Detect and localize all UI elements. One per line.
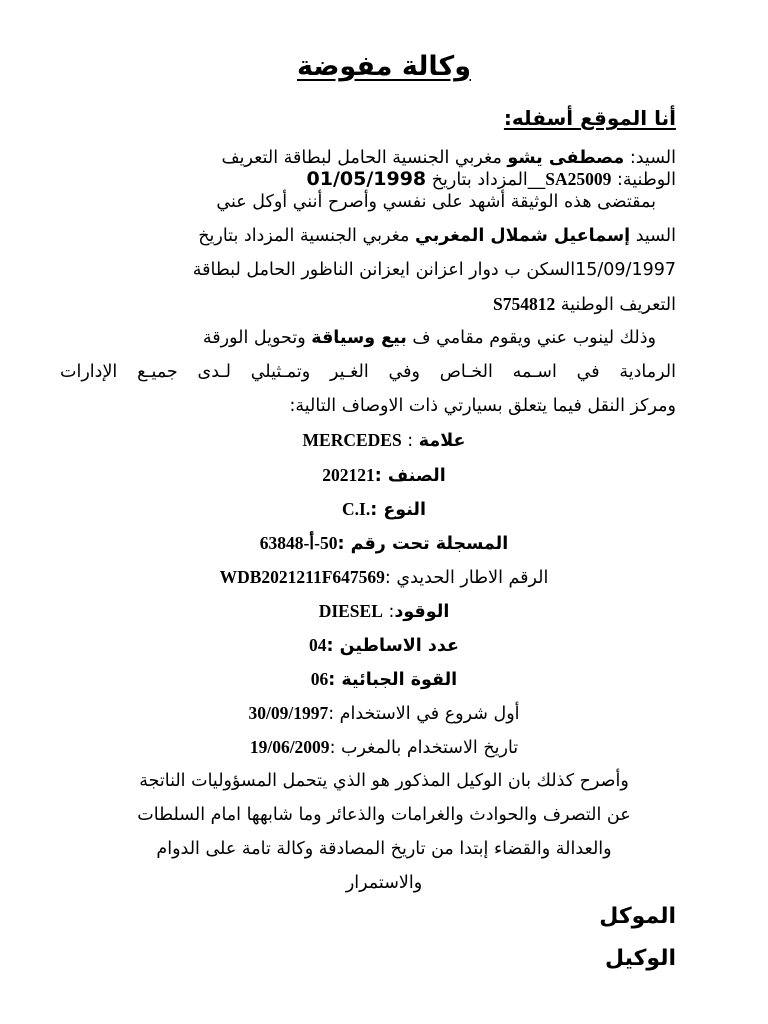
spec-value: 30/09/1997: [248, 703, 329, 723]
agent-signature-label: الوكيل: [604, 946, 676, 971]
p2-l2-text: السكن ب دوار اعزانن ايعزانن الناظور الحامل لبطاقة: [192, 260, 576, 280]
spec-separator: :: [370, 500, 384, 520]
spec-cylinders: [60, 633, 708, 658]
principal-signature-label: الموكل: [599, 904, 676, 929]
spec-value: 06: [310, 669, 329, 689]
spec-label: عدد الاساطين: [339, 636, 459, 656]
spec-separator: :: [328, 670, 342, 690]
spec-value: DIESEL: [318, 601, 383, 621]
agent-id: S754812: [492, 294, 556, 314]
p1-l2-pre: الوطنية:: [611, 170, 676, 190]
p2-line3: [60, 292, 676, 317]
spec-label: القوة الجبائية: [341, 670, 458, 690]
p2-l3-text: التعريف الوطنية: [555, 295, 676, 315]
document-title: وكالة مفوضة: [296, 51, 472, 82]
spec-morocco-use: [60, 735, 708, 760]
agent-birth-date: 15/09/1997: [575, 260, 676, 280]
spec-registration: [60, 531, 708, 556]
agent-name: إسماعيل شملال المغربي: [414, 226, 631, 246]
spec-separator: :: [326, 636, 340, 656]
spec-kind: [60, 497, 708, 522]
p3-line3: ومركز النقل فيما يتعلق بسيارتي ذات الاوصاف التالية:: [289, 396, 676, 416]
spec-separator: :: [329, 738, 342, 758]
spec-label: الصنف: [387, 466, 446, 486]
p1-line3: بمقتضى هذه الوثيقة أشهد على نفسي وأصرح أنني أوكل عني: [216, 192, 656, 212]
spec-value: 04: [309, 635, 327, 655]
spec-value: MERCEDES: [302, 430, 402, 450]
mandate-scope: بيع وسياقة: [311, 328, 407, 348]
spec-value: 19/06/2009: [249, 737, 330, 757]
p1-l2-mid: __المزداد بتاريخ: [426, 170, 546, 190]
spec-first-use: [60, 701, 708, 726]
spec-label: أول شروع في الاستخدام: [339, 704, 520, 724]
spec-separator: :: [337, 534, 351, 554]
p2-line2: [60, 258, 676, 282]
p3-l1-pre: وذلك لينوب عني ويقوم مقامي ف: [406, 328, 656, 348]
principal-id: SA25009: [545, 169, 612, 189]
spec-label: تاريخ الاستخدام بالمغرب: [341, 738, 519, 758]
p2-l1-post: مغربي الجنسية المزداد بتاريخ: [198, 226, 415, 246]
spec-brand: [60, 428, 708, 453]
p3-line1: [60, 326, 656, 350]
closing-line2: عن التصرف والحوادث والغرامات والذعائر وما شابهها امام السلطات: [137, 805, 631, 825]
spec-label: الرقم الاطار الحديدي: [396, 568, 549, 588]
closing-line3: والعدالة والقضاء إبتدا من تاريخ المصادقة وكالة تامة على الدوام: [156, 839, 612, 859]
spec-type-code: [60, 463, 708, 488]
spec-chassis: [60, 565, 708, 590]
p2-l1-pre: السيد: [630, 226, 676, 246]
p1-l1-pre: السيد:: [624, 148, 676, 168]
principal-name: مصطفى يشو: [507, 148, 625, 168]
principal-birth-date: 01/05/1998: [306, 168, 427, 190]
spec-label: النوع: [383, 500, 426, 520]
spec-value: 202121: [322, 465, 375, 485]
spec-value: WDB2021211F647569: [219, 567, 385, 587]
heading: أنا الموقع أسفله:: [503, 106, 676, 130]
p3-line2: الرمادية في اسـمه الخـاص وفي الغـير وتمـثيلي لـدى جميـع الإدارات: [60, 362, 676, 382]
closing-line1: وأصرح كذلك بان الوكيل المذكور هو الذي يتحمل المسؤوليات الناتجة: [139, 771, 629, 791]
p2-line1: [60, 224, 676, 248]
closing-line4: والاستمرار: [345, 873, 423, 893]
spec-label: المسجلة تحت رقم: [350, 534, 509, 554]
p1-l1-post: مغربي الجنسية الحامل لبطاقة التعريف: [221, 148, 508, 168]
spec-separator: :: [374, 466, 388, 486]
p3-l1-post: وتحويل الورقة: [202, 328, 312, 348]
spec-separator: :: [328, 704, 340, 724]
spec-fiscal-power: [60, 667, 708, 692]
spec-separator: :: [384, 568, 397, 588]
spec-separator: :: [382, 602, 395, 622]
spec-separator: :: [401, 431, 419, 451]
p1-line2: [60, 167, 676, 192]
spec-value: C.I.: [342, 499, 371, 519]
spec-label: علامة: [418, 431, 466, 451]
spec-label: الوقود: [394, 602, 450, 622]
spec-fuel: [60, 599, 708, 624]
spec-value: 50-أ-63848: [259, 533, 338, 553]
